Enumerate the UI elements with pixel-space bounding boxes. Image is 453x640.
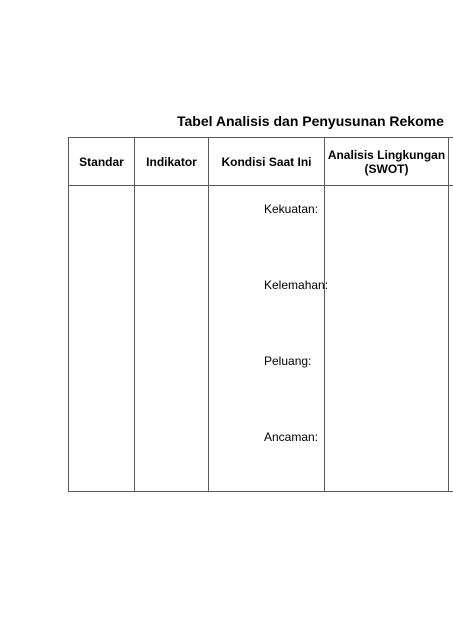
table-row — [69, 186, 453, 492]
document-title: Tabel Analisis dan Penyusunan Rekome — [177, 113, 444, 129]
header-indikator: Indikator — [135, 138, 209, 186]
cell-standar — [69, 186, 135, 492]
header-cut-off-column — [449, 138, 453, 186]
table-header-row — [69, 138, 453, 186]
swot-kekuatan-label: Kekuatan: — [264, 202, 319, 216]
cell-kondisi-saat-ini — [209, 186, 325, 492]
swot-ancaman-label: Ancaman: — [264, 430, 319, 444]
cell-analisis-lingkungan — [325, 186, 449, 492]
analysis-table — [68, 137, 453, 492]
header-kondisi-saat-ini: Kondisi Saat Ini — [209, 138, 325, 186]
swot-kelemahan-label: Kelemahan: — [264, 278, 329, 292]
cell-indikator — [135, 186, 209, 492]
header-standar: Standar — [69, 138, 135, 186]
swot-peluang-label: Peluang: — [264, 354, 312, 368]
header-analisis-lingkungan: Analisis Lingkungan (SWOT) — [325, 138, 449, 186]
cell-cut-off-column — [449, 186, 453, 492]
